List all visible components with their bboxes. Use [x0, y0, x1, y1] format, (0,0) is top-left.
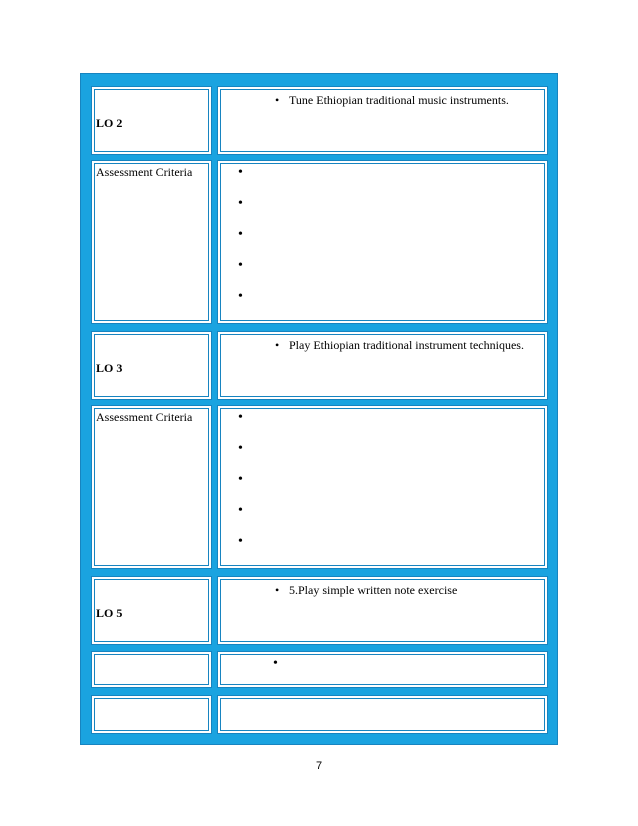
list-item — [238, 470, 258, 490]
bullet-icon: • — [238, 258, 243, 273]
lo2-label: LO 2 — [96, 116, 123, 130]
list-item — [238, 163, 258, 183]
lo3-label-cell — [91, 331, 212, 400]
lo3-content-cell — [217, 331, 548, 400]
bullet-icon: • — [238, 503, 243, 518]
assessment-criteria-content-cell — [217, 160, 548, 324]
lo5-item-text: 5.Play simple written note exercise — [289, 583, 458, 597]
bullet-icon: • — [238, 227, 243, 242]
list-item — [238, 225, 258, 245]
lo2-item — [275, 93, 509, 108]
page-number: 7 — [315, 760, 323, 772]
bullet-icon: • — [238, 196, 243, 211]
bullet-icon: • — [238, 410, 243, 425]
lo-table — [80, 73, 558, 745]
lo2-item-text: Tune Ethiopian traditional music instruments. — [289, 93, 509, 107]
list-item — [238, 501, 258, 521]
list-item — [238, 287, 258, 307]
list-item — [238, 532, 258, 552]
lo5-content-cell — [217, 576, 548, 645]
bullet-icon: • — [238, 441, 243, 456]
lo2-content-cell — [217, 86, 548, 155]
assessment-criteria-label: Assessment Criteria — [96, 410, 193, 424]
list-item — [238, 256, 258, 276]
bullet-icon: • — [273, 656, 278, 671]
bullet-icon: • — [238, 165, 243, 180]
lo5-label: LO 5 — [96, 606, 123, 620]
assessment-criteria-label-cell — [91, 160, 212, 324]
lo3-item-text: Play Ethiopian traditional instrument techniques. — [289, 338, 524, 352]
bullet-icon: • — [238, 534, 243, 549]
lo2-label-cell — [91, 86, 212, 155]
lo3-item — [275, 338, 524, 353]
bullet-icon: • — [275, 583, 280, 597]
assessment-criteria-label-cell — [91, 405, 212, 569]
empty-content-cell — [217, 695, 548, 734]
list-item — [238, 408, 258, 428]
bullet-icon: • — [275, 93, 280, 107]
assessment-criteria-label: Assessment Criteria — [96, 165, 193, 179]
row6-content-cell — [217, 651, 548, 688]
lo3-label: LO 3 — [96, 361, 123, 375]
bullet-icon: • — [238, 472, 243, 487]
empty-label-cell — [91, 651, 212, 688]
list-item — [238, 439, 258, 459]
assessment-criteria-content-cell — [217, 405, 548, 569]
empty-label-cell — [91, 695, 212, 734]
list-item — [238, 194, 258, 214]
lo5-item — [275, 583, 457, 598]
bullet-icon: • — [238, 289, 243, 304]
lo5-label-cell — [91, 576, 212, 645]
bullet-icon: • — [275, 338, 280, 352]
